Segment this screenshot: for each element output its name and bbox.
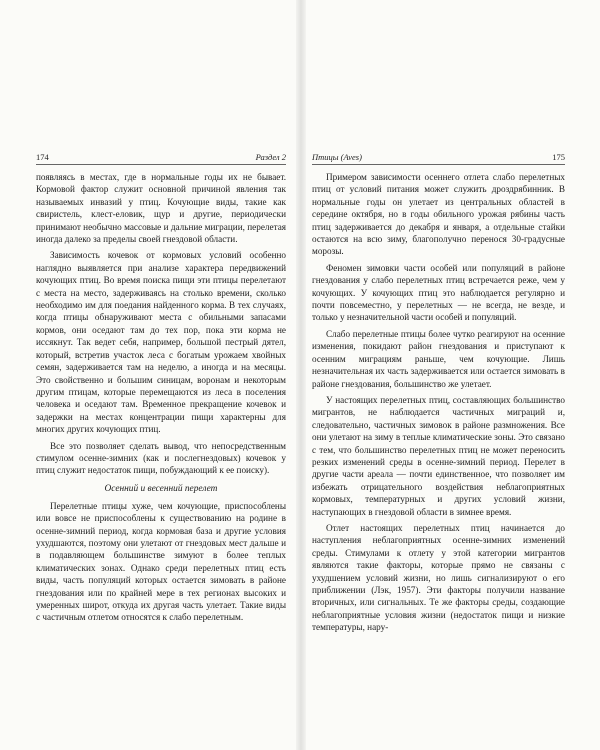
paragraph: Зависимость кочевок от кормовых условий особенно наглядно выявляется при анализе характера передвижений кочующих птиц. Во время поиска пищи эти птицы перелетают с места на место, задерживаясь на столько времени, сколько необходимо им для поедания найденного корма. В тех случаях, когда птицы обнаруживают места с обильными запасами кормов, они оседают там до тех пор, пока эти корма не иссякнут. Так ведет себя, например, большой пестрый дятел, который, встретив участок леса с богатым урожаем хвойных семян, задерживается там на неделю, а иногда и на месяцы. Это свойственно и большим синицам, воронам и некоторым другим птицам, которые перемещаются из леса в поселения человека и оседают там. Временное прекращение кочевок и задержки на местах концентрации пищи характерны для многих других кочующих птиц.	[36, 250, 286, 435]
paragraph: появляясь в местах, где в нормальные годы их не бывает. Кормовой фактор служит основной причиной явления так называемых инвазий у птиц. Кочующие виды, такие как свиристель, клест-еловик, щур и другие, периодически принимают необычно массовые и дальние миграции, перелетая иногда далеко за пределы своей гнездовой области.	[36, 172, 286, 245]
paragraph: У настоящих перелетных птиц, составляющих большинство мигрантов, не наблюдается частичных миграций и, следовательно, частичных зимовок в районе размножения. Все они улетают на зиму в теплые климатические зоны. Это связано с тем, что большинство перелетных птиц не может переносить резких изменений среды в осенне-зимний период. Перелет в другие части ареала — почти единственное, что позволяет им избежать отрицательного воздействия неблагоприятных кормовых, температурных и других условий жизни, наступающих в гнездовой области в зимнее время.	[312, 394, 565, 517]
book-gutter	[296, 0, 306, 750]
paragraph: Слабо перелетные птицы более чутко реагируют на осенние изменения, покидают район гнездования и приступают к осенним миграциям раньше, чем кочующие. Лишь незначительная их часть задерживается или остается зимовать в районе гнездования, большинство же улетает.	[312, 328, 565, 389]
running-head: Птицы (Aves)	[312, 152, 362, 162]
paragraph: Перелетные птицы хуже, чем кочующие, приспособлены или вовсе не приспособлены к существованию на родине в осенне-зимний период, когда кормовая база и другие условия ухудшаются, поэтому они улетают от гнездовых мест дальше и в подавляющем большинстве зимуют в более теплых климатических зонах. Однако среди перелетных птиц есть виды, часть популяций которых остается зимовать в районе гнездования или по крайней мере в тех регионах высоких и умеренных широт, откуда их другая часть улетает. Такие виды с частичным отлетом относятся к слабо перелетным.	[36, 500, 286, 623]
paragraph: Феномен зимовки части особей или популяций в районе гнездования у слабо перелетных птиц встречается реже, чем у кочующих. У кочующих птиц это наблюдается регулярно и почти повсеместно, у перелетных — не всегда, не везде, и только у незначительной части особей и популяций.	[312, 262, 565, 323]
right-page-header	[312, 150, 565, 165]
right-page	[312, 150, 565, 634]
left-page-header	[36, 150, 286, 165]
paragraph: Отлет настоящих перелетных птиц начинается до наступления неблагоприятных осенне-зимних изменений среды. Стимулами к отлету у этой категории мигрантов являются такие факторы, которые прямо не связаны с ухудшением условий жизни, но лишь сигнализируют о его приближении (Лэк, 1957). Эти факторы получили название вторичных, или сигнальных. Те же факторы среды, создающие неблагоприятные условия жизни (недостаток пищи и низкие температуры, нару-	[312, 522, 565, 633]
paragraph: Все это позволяет сделать вывод, что непосредственным стимулом осенне-зимних (как и послегнездовых) кочевок у птиц служит недостаток пищи, побуждающий к ее поиску).	[36, 440, 286, 476]
running-head: Раздел 2	[255, 152, 286, 162]
left-page	[36, 150, 286, 624]
paragraph: Примером зависимости осеннего отлета слабо перелетных птиц от условий питания может служить дроздрябинник. В нормальные годы он улетает из центральных областей в середине октября, но в годы обильного урожая рябины часть птиц задерживается до декабря и января, а отдельные стайки остаются на всю зиму, благополучно перенося 30-градусные морозы.	[312, 172, 565, 257]
page-number: 174	[36, 152, 49, 162]
page-number: 175	[552, 152, 565, 162]
section-heading: Осенний и весенний перелет	[104, 483, 218, 494]
